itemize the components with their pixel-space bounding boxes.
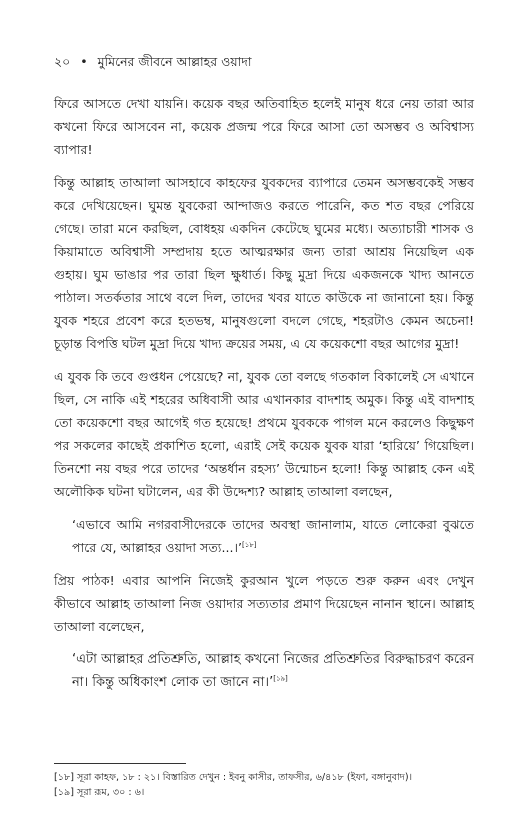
page-number: ২০ [54,54,71,69]
footnote-19: [১৯] সূরা রূম, ৩০ : ৬। [54,787,145,798]
quote-19 [72,648,474,694]
footnote-divider [54,763,186,764]
footnote-18: [১৮] সূরা কাহফ, ১৮ : ২১। বিস্তারিত দেখুন : ইবনু কাসীর, তাফসীর, ৬/৪১৮ (ইফা, বঙ্গানুবাদ)। [54,772,413,783]
body-text [54,92,474,704]
footnote-ref-18[interactable]: [১৮] [241,540,257,549]
paragraph-4: প্রিয় পাঠক! এবার আপনি নিজেই কুরআন খুলে পড়তে শুরু করুন এবং দেখুন কীভাবে আল্লাহ তাআলা নিজ ওয়াদার সত্যতার প্রমাণ দিয়েছেন নানান স্থানে। আল্লাহ তাআলা বলেছেন, [54,573,474,634]
paragraph-1: ফিরে আসতে দেখা যায়নি। কয়েক বছর অতিবাহিত হলেই মানুষ ধরে নেয় তারা আর কখনো ফিরে আসবেন না, কয়েক প্রজন্ম পরে ফিরে আসা তো অসম্ভব ও অবিশ্বাস্য ব্যাপার! [54,96,474,157]
quote-18-text: ‘এভাবে আমি নগরবাসীদেরকে তাদের অবস্থা জানালাম, যাতে লোকেরা বুঝতে পারে যে, আল্লাহর ওয়াদা সত্য...।’ [72,517,474,555]
quote-19-text: ‘এটা আল্লাহর প্রতিশ্রুতি, আল্লাহ কখনো নিজের প্রতিশ্রুতির বিরুদ্ধাচরণ করেন না। কিন্তু অধিকাংশ লোক তা জানে না।’ [72,652,474,690]
footnotes [54,770,474,800]
footnote-ref-19[interactable]: [১৯] [273,674,288,683]
paragraph-3: এ যুবক কি তবে গুপ্তধন পেয়েছে? না, যুবক তো বলছে গতকাল বিকালেই সে এখানে ছিল, সে নাকি এই শহরের অধিবাসী আর এখানকার বাদশাহ অমুক। কিন্তু এই বাদশাহ তো কয়েকশো বছর আগেই গত হয়েছে! প্রথমে যুবককে পাগল মনে করলেও কিছুক্ষণ পর সকলের কাছেই প্রকাশিত হলো, এরাই সেই কয়েক যুবক যারা ‘হারিয়ে’ গিয়েছিল। তিনশো নয় বছর পরে তাদের ‘অন্তর্ধান রহস্য’ উন্মোচন হলো! কিন্তু আল্লাহ কেন এই অলৌকিক ঘটনা ঘটালেন, এর কী উদ্দেশ্য? আল্লাহ তাআলা বলছেন, [54,369,474,499]
book-title: মুমিনের জীবনে আল্লাহর ওয়াদা [97,54,252,69]
paragraph-2: কিন্তু আল্লাহ তাআলা আসহাবে কাহফের যুবকদের ব্যাপারে তেমন অসম্ভবকেই সম্ভব করে দেখিয়েছেন। ঘুমন্ত যুবকেরা আন্দাজও করতে পারেনি, কত শত বছর পেরিয়ে গেছে। তারা মনে করছিল, বোধহয় একদিন কেটেছে ঘুমের মধ্যে। অত্যাচারী শাসক ও কিয়ামাতে অবিশ্বাসী সম্প্রদায় হতে আত্মরক্ষার জন্য তারা আশ্রয় নিয়েছিল এক গুহায়। ঘুম ভাঙার পর তারা ছিল ক্ষুধার্ত। কিছু মুদ্রা দিয়ে একজনকে খাদ্য আনতে পাঠাল। সতর্কতার সাথে বলে দিল, তাদের খবর যাতে কাউকে না জানানো হয়। কিন্তু যুবক শহরে প্রবেশ করে হতভম্ব, মানুষগুলো বদলে গেছে, শহরটাও কেমন অচেনা! চূড়ান্ত বিপত্তি ঘটল মুদ্রা দিয়ে খাদ্য ক্রয়ের সময়, এ যে কয়েকশো বছর আগের মুদ্রা! [54,175,474,351]
header-bullet: • [80,54,88,69]
running-header [54,54,474,70]
quote-18 [72,513,474,559]
